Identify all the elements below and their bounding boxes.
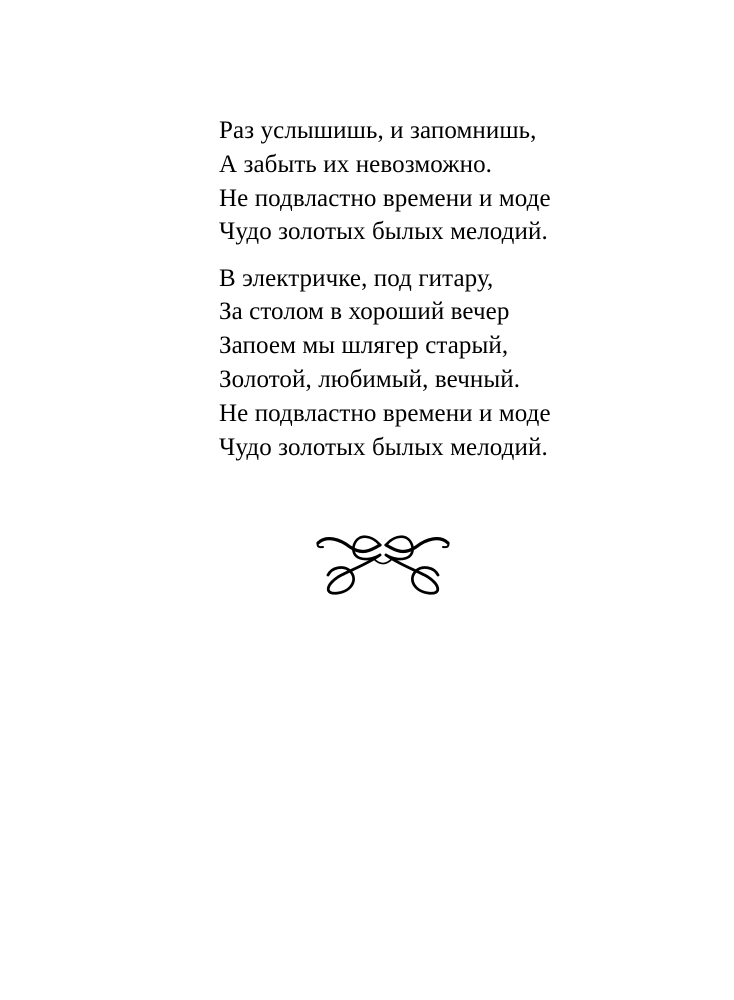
poem-line: В электричке, под гитару, xyxy=(219,264,494,292)
poem-line: Не подвластно времени и моде xyxy=(219,399,551,427)
stanza-2 xyxy=(219,262,619,465)
poem-line: А забыть их невозможно. xyxy=(219,150,493,178)
stanza-1 xyxy=(219,114,619,249)
poem-line: За столом в хороший вечер xyxy=(219,298,510,326)
poem-line: Чудо золотых былых мелодий. xyxy=(219,218,548,246)
poem-line: Золотой, любимый, вечный. xyxy=(219,366,521,394)
poem-line: Чудо золотых былых мелодий. xyxy=(219,433,548,461)
poem-line: Раз услышишь, и запомнишь, xyxy=(219,117,537,144)
poem-line: Не подвластно времени и моде xyxy=(219,184,551,212)
calligraphic-flourish-icon xyxy=(314,525,452,597)
poem-line: Запоем мы шлягер старый, xyxy=(219,332,509,360)
poem xyxy=(219,114,619,464)
